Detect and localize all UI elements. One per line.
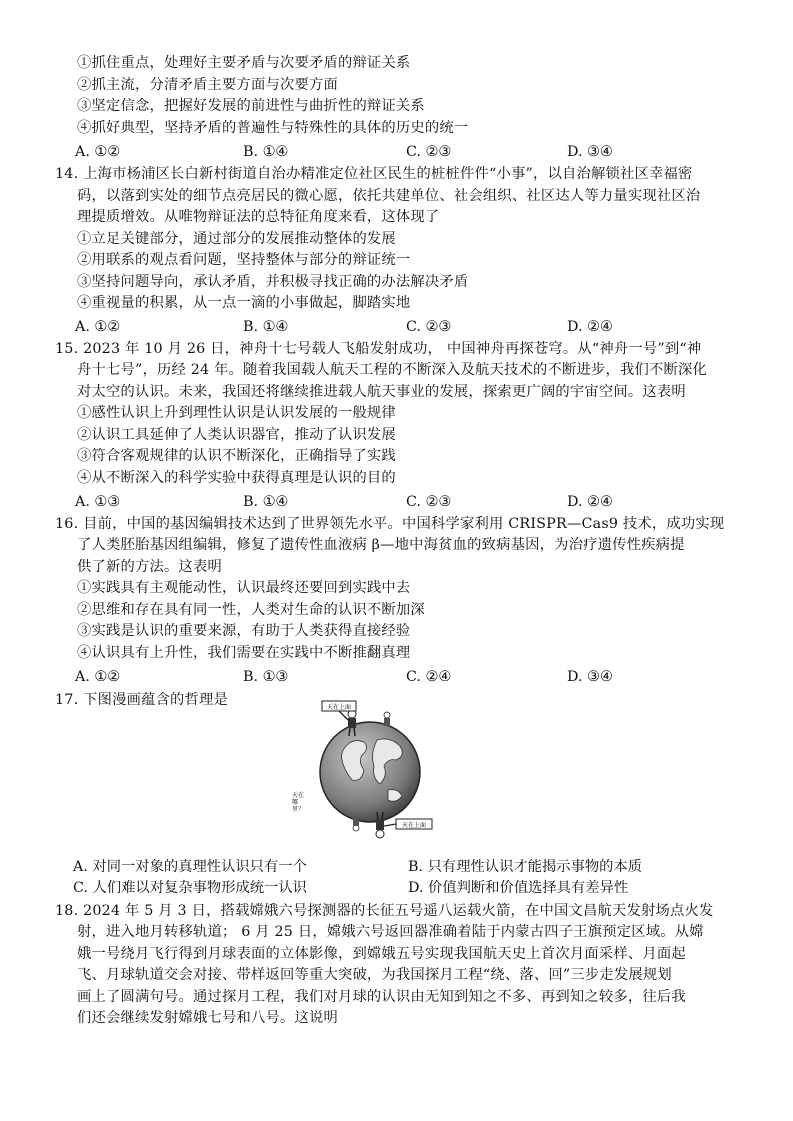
q17-option-c: C. 人们难以对复杂事物形成统一认识 xyxy=(73,880,307,896)
q13-item-4: ④抓好典型，坚持矛盾的普遍性与特殊性的具体的历史的统一 xyxy=(77,120,469,136)
q18-stem-line-4: 飞、月球轨道交会对接、带样返回等重大突破，为我国探月工程“绕、落、回”三步走发展规划 xyxy=(77,967,672,983)
q17-option-b: B. 只有理性认识才能揭示事物的本质 xyxy=(408,859,643,875)
side-question-text: 天在哪里？ xyxy=(292,792,305,813)
q15-item-1: ①感性认识上升到理性认识是认识发展的一般规律 xyxy=(77,405,396,421)
q15-option-d: D. ②④ xyxy=(567,494,613,510)
q16-item-3: ③实践是认识的重要来源，有助于人类获得直接经验 xyxy=(77,623,411,639)
q17-option-a: A. 对同一对象的真理性认识只有一个 xyxy=(73,859,307,875)
q13-item-1: ①抓住重点，处理好主要矛盾与次要矛盾的辩证关系 xyxy=(77,55,411,71)
q14-item-1: ①立足关键部分，通过部分的发展推动整体的发展 xyxy=(77,231,396,247)
q14-option-a: A. ①② xyxy=(75,319,121,335)
q16-option-c: C. ②④ xyxy=(406,669,452,685)
q13-option-b: B. ①④ xyxy=(243,144,289,160)
q15-option-b: B. ①④ xyxy=(243,494,289,510)
q15-stem-line-3: 对太空的认识。未来，我国还将继续推进载人航天事业的发展，探索更广阔的宇宙空间。这表明 xyxy=(77,384,686,400)
q16-stem-line-2: 了人类胚胎基因组编辑，修复了遗传性血液病 β—地中海贫血的致病基因，为治疗遗传性疾病提 xyxy=(77,537,685,553)
q15-option-c: C. ②③ xyxy=(406,494,452,510)
q18-stem-line-5: 画上了圆满句号。通过探月工程，我们对月球的认识由无知到知之不多、再到知之较多，往后我 xyxy=(77,989,686,1005)
q18-stem-line-1: 18. 2024 年 5 月 3 日，搭载嫦娥六号探测器的长征五号遥八运载火箭，在中国文昌航天发射场点火发 xyxy=(55,903,714,919)
q15-item-2: ②认识工具延伸了人类认识器官，推动了认识发展 xyxy=(77,427,396,443)
q14-stem-line-3: 理提质增效。从唯物辩证法的总特征角度来看，这体现了 xyxy=(77,209,440,225)
sign-top-text: 天在上面 xyxy=(326,704,352,711)
q18-stem-line-2: 射，进入地月转移轨道； 6 月 25 日，嫦娥六号返回器准确着陆于内蒙古四子王旗预定区域。从嫦 xyxy=(77,924,704,940)
q14-item-2: ②用联系的观点看问题，坚持整体与部分的辩证统一 xyxy=(77,252,411,268)
q14-item-3: ③坚持问题导向，承认矛盾，并积极寻找正确的办法解决矛盾 xyxy=(77,274,469,290)
sign-bottom-text: 天在上面 xyxy=(401,822,427,829)
q16-stem-line-1: 16. 目前，中国的基因编辑技术达到了世界领先水平。中国科学家利用 CRISPR—Cas9 技术，成功实现 xyxy=(55,516,725,532)
q16-item-2: ②思维和存在具有同一性，人类对生命的认识不断加深 xyxy=(77,602,425,618)
q16-stem-line-3: 供了新的方法。这表明 xyxy=(77,559,222,575)
q16-option-d: D. ③④ xyxy=(567,669,613,685)
q15-stem-line-2: 舟十七号”，历经 24 年。随着我国载人航天工程的不断深入及航天技术的不断进步，我们不断深化 xyxy=(77,362,707,378)
q14-item-4: ④重视量的积累，从一点一滴的小事做起，脚踏实地 xyxy=(77,295,411,311)
q14-option-b: B. ①④ xyxy=(243,319,289,335)
q13-item-2: ②抓主流，分清矛盾主要方面与次要方面 xyxy=(77,77,338,93)
q16-option-a: A. ①② xyxy=(75,669,121,685)
q14-stem-line-1: 14. 上海市杨浦区长白新村街道自治办精准定位社区民生的桩桩件件“小事”，以自治解锁社区幸福密 xyxy=(55,166,693,182)
q15-item-3: ③符合客观规律的认识不断深化，正确指导了实践 xyxy=(77,448,396,464)
q13-option-d: D. ③④ xyxy=(567,144,613,160)
q15-option-a: A. ①③ xyxy=(75,494,121,510)
q14-option-d: D. ②④ xyxy=(567,319,613,335)
q17-option-d: D. 价值判断和价值选择具有差异性 xyxy=(408,880,629,896)
cartoon-figure xyxy=(292,700,442,840)
q13-option-c: C. ②③ xyxy=(406,144,452,160)
q16-option-b: B. ①③ xyxy=(243,669,289,685)
q16-item-1: ①实践具有主观能动性，认识最终还要回到实践中去 xyxy=(77,580,411,596)
q18-stem-line-3: 娥一号绕月飞行得到月球表面的立体影像，到嫦娥五号实现我国航天史上首次月面采样、月面起 xyxy=(77,946,686,962)
q14-stem-line-2: 码，以落到实处的细节点亮居民的微心愿，依托共建单位、社会组织、社区达人等力量实现社区治 xyxy=(77,188,701,204)
q15-stem-line-1: 15. 2023 年 10 月 26 日，神舟十七号载人飞船发射成功， 中国神舟再探苍穹。从“神舟一号”到“神 xyxy=(55,341,702,357)
q15-item-4: ④从不断深入的科学实验中获得真理是认识的目的 xyxy=(77,470,396,486)
globe-cartoon-illustration xyxy=(292,700,442,840)
q13-option-a: A. ①② xyxy=(75,144,121,160)
q14-option-c: C. ②③ xyxy=(406,319,452,335)
q13-item-3: ③坚定信念，把握好发展的前进性与曲折性的辩证关系 xyxy=(77,98,425,114)
q18-stem-line-6: 们还会继续发射嫦娥七号和八号。这说明 xyxy=(77,1010,338,1026)
q16-item-4: ④认识具有上升性，我们需要在实践中不断推翻真理 xyxy=(77,645,411,661)
q17-stem: 17. 下图漫画蕴含的哲理是 xyxy=(55,692,229,708)
